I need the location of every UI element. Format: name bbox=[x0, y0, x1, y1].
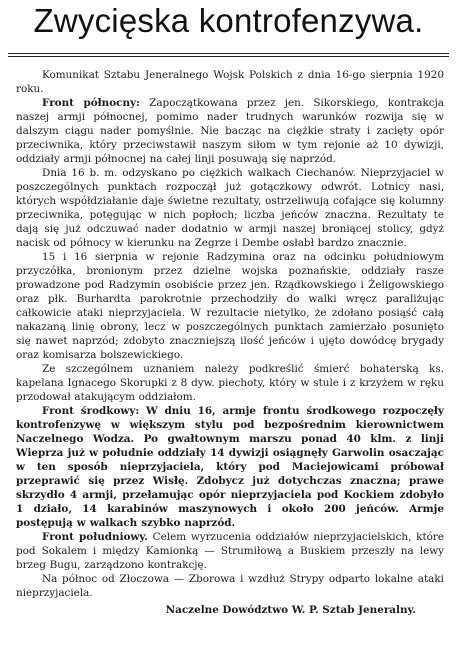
north-front-text: Zapoczątkowana przez jen. Sikorskiego, kontrakcja naszej armji północnej, pomimo nader trudnych warunków rozwija się w dalszym ciągu nader pomyślnie. Nie bacząc na ciężkie straty i zacięty opór przeciwnika, który przeciwstawił naszym siłom w tym rejonie aż 10 dywizji, oddziały armji północnej na całej linji posuwają się naprzód. bbox=[16, 97, 444, 165]
north-front-paragraph-2 bbox=[16, 166, 444, 250]
south-front-paragraph-2 bbox=[16, 572, 444, 600]
north-front-paragraph bbox=[16, 96, 444, 166]
communique-intro bbox=[16, 68, 444, 96]
north-front-text-4: Ze szczególnem uznaniem należy podkreślić śmierć bohaterską ks. kapelana Ignacego Skorupki z 8 dyw. piechoty, który w stule i z krzyżem w ręku przodował atakującym oddziałom. bbox=[16, 363, 444, 403]
north-front-paragraph-4 bbox=[16, 362, 444, 404]
south-front-text-2: Na północ od Złoczowa — Zborowa i wzdłuż Strypy odparto lokalne ataki nieprzyjaciela. bbox=[16, 573, 444, 599]
north-front-paragraph-3 bbox=[16, 250, 444, 362]
north-front-text-3: 15 i 16 sierpnia w rejonie Radzymina oraz na odcinku południowym przyczółka, bronionym przez dzielne wojska poznańskie, oddziały rasze prowadzone pod Radzymin osobiście przez jen. Rządkowskiego i Żeligowskiego oraz płk. Burhardta parokrotnie przechodziły do walki wręcz paraliżując całkowicie ataki nieprzyjaciela. W rezultacie nietylko, że zdołano posiąść całą nakazaną linię obrony, lecz w poszczególnych punktach zamierzało posunięto się nawet naprzód; zdobyto znaczniejszą ilość jeńców i ujęto dowódcę brygady oraz komisarza bolszewickiego. bbox=[16, 251, 444, 361]
north-front-heading: Front północny: bbox=[42, 97, 140, 109]
center-front-heading: Front środkowy: bbox=[42, 405, 140, 417]
signature: Naczelne Dowództwo W. P. Sztab Jeneralny. bbox=[165, 604, 416, 616]
headline: Zwycięska kontrofenzywa. bbox=[33, 2, 424, 39]
south-front-heading: Front południowy. bbox=[42, 531, 148, 543]
north-front-text-2: Dnia 16 b. m. odzyskano po ciężkich walkach Ciechanów. Nieprzyjaciel w poszczególnych punktach rozpoczął już gotączkowy odwrót. Lotnicy nasi, których współdziałanie daje świetne rezultaty, ostrzeliwują cofające się kolumny przeciwnika, potęgując w nich popłoch; liczba jeńców znaczna. Rezultaty te dają się już odczuwać nader dodatnio w armji naszej broniącej stolicy, gdyż nacisk od północy w kierunku na Zegrze i Dembe osłabł bardzo znacznie. bbox=[16, 167, 444, 249]
headline-rule-top bbox=[8, 53, 449, 54]
communique-article bbox=[16, 68, 444, 617]
center-front-paragraph bbox=[16, 404, 444, 530]
headline-rule-bottom bbox=[8, 56, 449, 57]
south-front-paragraph bbox=[16, 530, 444, 572]
communique-intro-text: Komunikat Sztabu Jeneralnego Wojsk Polskich z dnia 16-go sierpnia 1920 roku. bbox=[16, 69, 444, 95]
center-front-text: W dniu 16, armje frontu środkowego rozpoczęły kontrofenzywę w większym stylu pod bezpośrednim kierownictwem Naczelnego Wodza. Po gwałtownym marszu ponad 40 klm. z linji Wieprza już w południe oddziały 14 dywizji osiągnęły Garwolin osaczając w ten sposób nieprzyjaciela, który pod Maciejowicami próbował przeprawić się przez Wisłę. Zdobycz już dotychczas znaczna; prawe skrzydło 4 armji, przełamując opór nieprzyjaciela pod Kockiem zdobyło 1 działo, 14 karabinów maszynowych i około 200 jeńców. Armje postępują w walkach szybko naprzód. bbox=[16, 405, 444, 529]
south-front-text: Celem wyrzucenia oddziałów nieprzyjacielskich, które pod Sokalem i między Kamionką — Strumiłową a Buskiem przeszły na lewy brzeg Bugu, zarządzono kontrakcję. bbox=[16, 531, 444, 571]
